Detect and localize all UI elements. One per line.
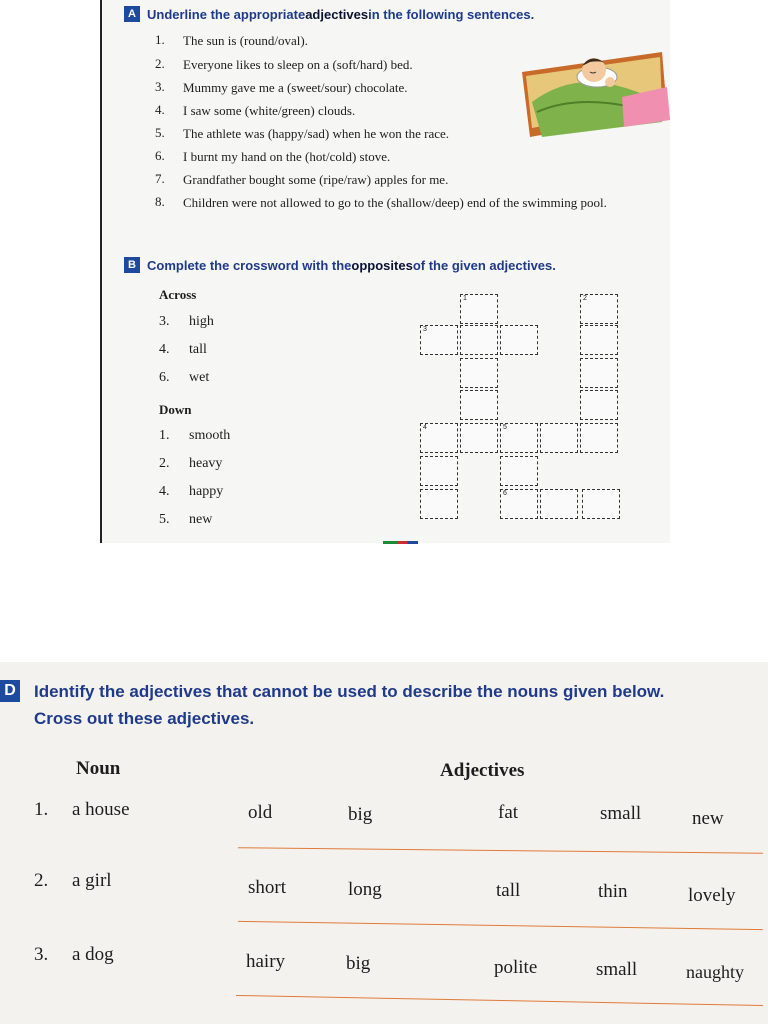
- item-number: 3.: [34, 944, 49, 965]
- color-strip: [383, 541, 418, 544]
- cell-number: 6: [503, 490, 507, 497]
- sentence-text[interactable]: I burnt my hand on the (hot/cold) stove.: [183, 149, 391, 164]
- crossword-cell[interactable]: [500, 325, 538, 355]
- crossword-cell[interactable]: [580, 423, 618, 453]
- adjective-option[interactable]: small: [596, 959, 638, 980]
- crossword-cell[interactable]: [540, 423, 578, 453]
- down-clue: [159, 428, 230, 444]
- crossword-cell[interactable]: [420, 423, 458, 453]
- noun-item: [34, 944, 114, 966]
- list-item: [155, 194, 633, 230]
- section-a-instruction-keyword: adjectives: [305, 6, 369, 22]
- across-clue: [159, 342, 207, 358]
- adjectives-column-header: Adjectives: [440, 760, 525, 781]
- adjective-option[interactable]: naughty: [686, 962, 744, 982]
- across-clue: [159, 314, 214, 330]
- sentence-text[interactable]: The sun is (round/oval).: [183, 33, 308, 48]
- section-a-instruction-part2: in the following sentences.: [368, 6, 535, 22]
- item-number: 2.: [155, 56, 165, 71]
- cell-number: 2: [583, 295, 587, 302]
- crossword-cell[interactable]: [460, 358, 498, 388]
- crossword-cell[interactable]: [580, 294, 618, 324]
- crossword-cell[interactable]: [500, 489, 538, 519]
- adjective-option[interactable]: polite: [494, 957, 538, 978]
- adjective-option[interactable]: big: [346, 953, 371, 974]
- sleeping-child-illustration: [512, 42, 672, 142]
- clue-word: new: [189, 512, 213, 527]
- crossword-cell[interactable]: [540, 489, 578, 519]
- adjective-option[interactable]: short: [248, 877, 286, 898]
- noun-column-header: Noun: [76, 758, 121, 779]
- item-number: 4.: [155, 102, 165, 117]
- adjective-option[interactable]: tall: [496, 880, 521, 901]
- crossword-cell[interactable]: [420, 456, 458, 486]
- item-number: 1.: [34, 799, 49, 820]
- clue-number: 3.: [159, 314, 170, 329]
- crossword-cell[interactable]: [580, 358, 618, 388]
- sentence-text[interactable]: Grandfather bought some (ripe/raw) apples for me.: [183, 172, 449, 187]
- clue-number: 5.: [159, 512, 170, 527]
- item-number: 7.: [155, 171, 165, 186]
- noun-text: a girl: [72, 870, 112, 891]
- item-number: 1.: [155, 32, 165, 47]
- adjective-option[interactable]: old: [248, 802, 273, 823]
- crossword-cell[interactable]: [500, 456, 538, 486]
- clue-word: heavy: [189, 456, 223, 471]
- clue-number: 2.: [159, 456, 170, 471]
- crossword-cell[interactable]: [420, 489, 458, 519]
- clue-word: smooth: [189, 428, 231, 443]
- crossword-cell[interactable]: [460, 325, 498, 355]
- noun-text: a house: [72, 799, 130, 820]
- sentence-text[interactable]: Mummy gave me a (sweet/sour) chocolate.: [183, 80, 408, 95]
- down-clue: [159, 456, 222, 472]
- down-heading: Down: [159, 402, 192, 417]
- adjective-option[interactable]: long: [348, 879, 382, 900]
- list-item: [155, 171, 633, 194]
- cell-number: 3: [423, 326, 427, 333]
- clue-number: 6.: [159, 370, 170, 385]
- cell-number: 1: [463, 295, 467, 302]
- sentence-text[interactable]: Everyone likes to sleep on a (soft/hard) bed.: [183, 57, 413, 72]
- sentence-text[interactable]: Children were not allowed to go to the (shallow/deep) end of the swimming pool.: [183, 195, 607, 210]
- adjective-option[interactable]: thin: [598, 881, 628, 902]
- item-number: 8.: [155, 194, 165, 209]
- crossword-cell[interactable]: [582, 489, 620, 519]
- section-a-badge: A: [124, 6, 140, 22]
- noun-text: a dog: [72, 944, 114, 965]
- section-a-heading: [124, 6, 534, 22]
- crossword-cell[interactable]: [460, 390, 498, 420]
- adjective-option[interactable]: new: [692, 808, 724, 829]
- section-d-badge: D: [0, 680, 20, 702]
- item-number: 2.: [34, 870, 49, 891]
- cell-number: 5: [503, 424, 507, 431]
- adjective-option[interactable]: lovely: [688, 885, 736, 906]
- item-number: 3.: [155, 79, 165, 94]
- section-d-instruction-line1: Identify the adjectives that cannot be used to describe the nouns given below.: [34, 682, 665, 701]
- noun-item: [34, 799, 130, 821]
- section-a-instruction-part1: Underline the appropriate: [147, 6, 306, 22]
- across-heading: Across: [159, 287, 197, 302]
- clue-number: 4.: [159, 342, 170, 357]
- section-b-heading: [124, 257, 556, 273]
- crossword-cell[interactable]: [580, 390, 618, 420]
- crossword-cell[interactable]: [580, 325, 618, 355]
- crossword-cell[interactable]: [420, 325, 458, 355]
- noun-item: [34, 870, 112, 892]
- section-d-instruction-line2: Cross out these adjectives.: [34, 709, 255, 728]
- adjective-option[interactable]: hairy: [246, 951, 286, 972]
- clue-number: 1.: [159, 428, 170, 443]
- item-number: 6.: [155, 148, 165, 163]
- adjective-option[interactable]: small: [600, 803, 642, 824]
- down-clue: [159, 484, 223, 500]
- crossword-cell[interactable]: [460, 294, 498, 324]
- clue-word: happy: [189, 484, 224, 499]
- across-clue: [159, 370, 209, 386]
- sentence-text[interactable]: I saw some (white/green) clouds.: [183, 103, 356, 118]
- crossword-cell[interactable]: [500, 423, 538, 453]
- adjective-option[interactable]: big: [348, 804, 373, 825]
- adjective-option[interactable]: fat: [498, 802, 519, 823]
- item-number: 5.: [155, 125, 165, 140]
- clue-word: wet: [189, 370, 210, 385]
- cell-number: 4: [423, 424, 427, 431]
- section-b-instruction-part2: of the given adjectives.: [412, 257, 556, 273]
- sentence-text[interactable]: The athlete was (happy/sad) when he won the race.: [183, 126, 450, 141]
- list-item: [155, 148, 633, 171]
- clue-number: 4.: [159, 484, 170, 499]
- section-b-instruction-keyword: opposites: [351, 257, 413, 273]
- crossword-cell[interactable]: [460, 423, 498, 453]
- clue-word: tall: [189, 342, 207, 357]
- section-b-badge: B: [124, 257, 140, 273]
- down-clue: [159, 512, 212, 528]
- clue-word: high: [189, 314, 214, 329]
- section-b-instruction-part1: Complete the crossword with the: [147, 257, 352, 273]
